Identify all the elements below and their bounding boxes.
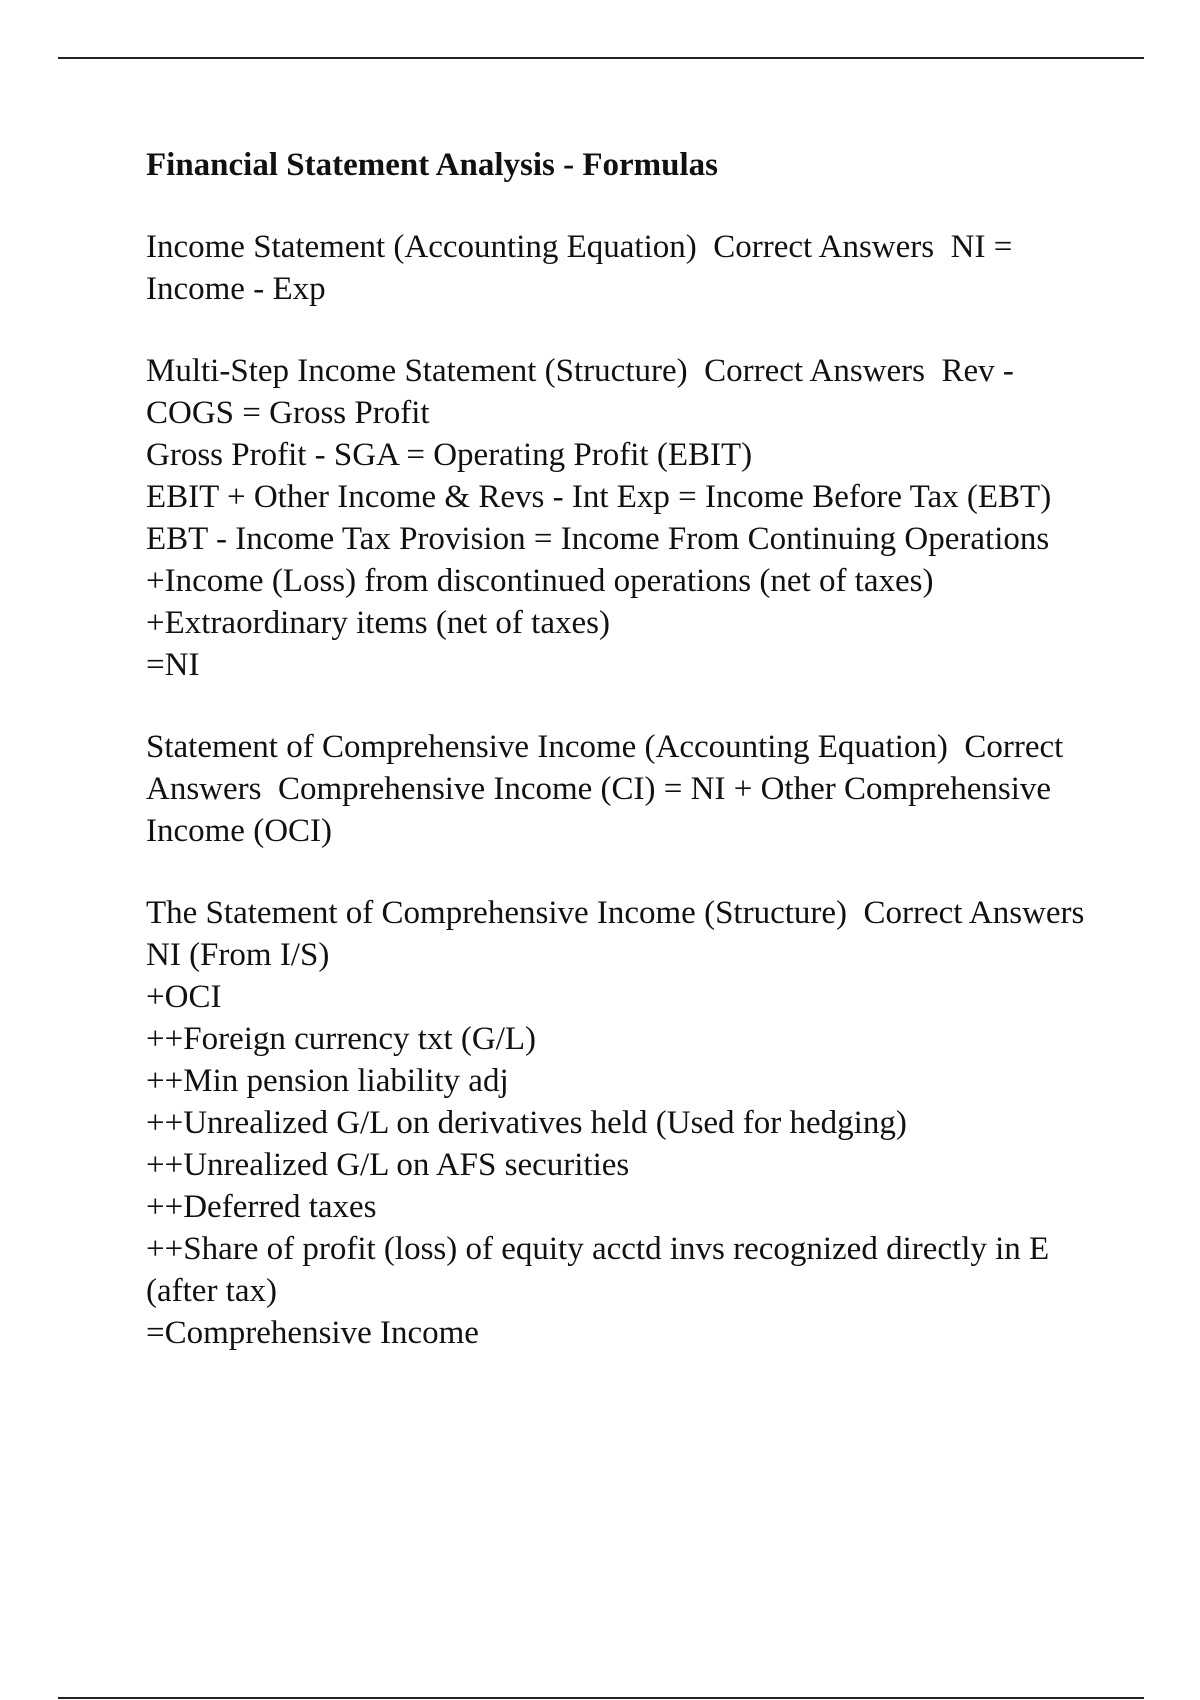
- bottom-divider: [58, 1697, 1144, 1699]
- qa-line: ++Share of profit (loss) of equity acctd invs recognized directly in E (after tax): [146, 1231, 1058, 1309]
- qa-block-comprehensive-income-structure: [146, 892, 1101, 1354]
- qa-line: +OCI: [146, 979, 222, 1015]
- top-divider: [58, 57, 1144, 59]
- document-title: Financial Statement Analysis - Formulas: [146, 147, 719, 183]
- qa-line: The Statement of Comprehensive Income (Structure) Correct Answers NI (From I/S): [146, 895, 1101, 973]
- qa-line: Income Statement (Accounting Equation) Correct Answers NI = Income - Exp: [146, 229, 1021, 307]
- qa-line: ++Deferred taxes: [146, 1189, 377, 1225]
- qa-line: =NI: [146, 647, 200, 683]
- qa-line: Gross Profit - SGA = Operating Profit (EBIT): [146, 437, 753, 473]
- qa-line: EBIT + Other Income & Revs - Int Exp = Income Before Tax (EBT): [146, 479, 1052, 515]
- qa-line: =Comprehensive Income: [146, 1315, 479, 1351]
- qa-block-multi-step-income-statement: [146, 350, 1086, 686]
- qa-line: EBT - Income Tax Provision = Income From Continuing Operations: [146, 521, 1050, 557]
- qa-line: Statement of Comprehensive Income (Accounting Equation) Correct Answers Comprehensive Income (CI) = NI + Other Comprehensive Income (OCI): [146, 729, 1070, 849]
- qa-block-income-statement: [146, 226, 1086, 310]
- qa-line: ++Unrealized G/L on derivatives held (Used for hedging): [146, 1105, 907, 1141]
- qa-block-comprehensive-income-equation: [146, 726, 1086, 852]
- qa-line: +Income (Loss) from discontinued operations (net of taxes): [146, 563, 934, 599]
- qa-line: +Extraordinary items (net of taxes): [146, 605, 610, 641]
- qa-line: ++Unrealized G/L on AFS securities: [146, 1147, 630, 1183]
- qa-line: ++Foreign currency txt (G/L): [146, 1021, 537, 1057]
- qa-line: ++Min pension liability adj: [146, 1063, 509, 1099]
- qa-line: Multi-Step Income Statement (Structure) Correct Answers Rev - COGS = Gross Profit: [146, 353, 1023, 431]
- document-body: [146, 144, 1101, 1394]
